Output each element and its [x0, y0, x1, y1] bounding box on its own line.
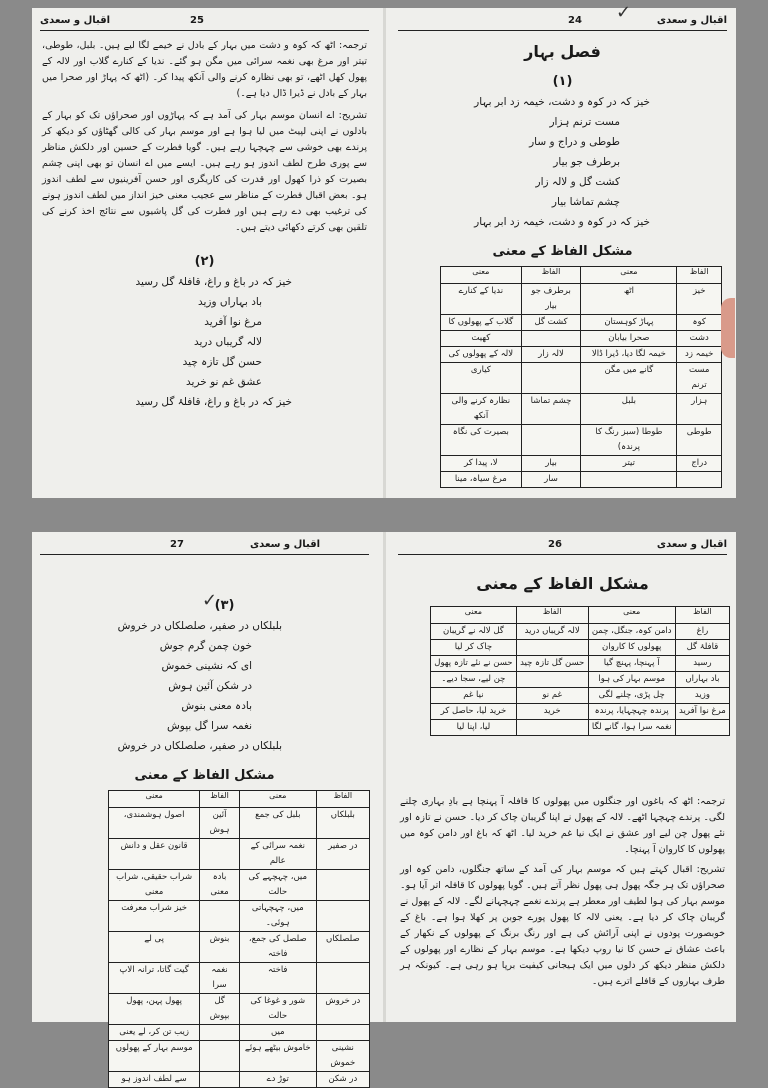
meaning-cell: پہاڑ کوہستان [581, 315, 677, 331]
page-header [398, 538, 727, 555]
column-header: معنی [581, 267, 677, 284]
meaning-cell: میں [239, 1025, 316, 1041]
meaning-cell: لالہ کے پھولوں کی [441, 347, 522, 363]
meaning-cell: قانون عقل و دانش [109, 839, 200, 870]
word-cell: مست ترنم [677, 363, 722, 394]
meaning-cell: آ پہنچا، پہنچ گیا [588, 656, 675, 672]
verse-line: عشق غم نو خرید [186, 376, 262, 388]
meaning-cell: بلبل [581, 394, 677, 425]
poem-stanza [450, 92, 650, 232]
meaning-cell: تیتر [581, 456, 677, 472]
word-cell [521, 363, 581, 394]
word-cell [675, 720, 729, 736]
meaning-cell: گل لالہ نے گریبان [431, 624, 517, 640]
glossary-header-row [441, 267, 722, 284]
meaning-cell: گیت گاتا، ترانہ الاپ [109, 963, 200, 994]
page-header [398, 14, 727, 31]
page-24 [390, 2, 735, 498]
word-cell: بادہ معنی [200, 870, 240, 901]
section-number: (۱) [552, 74, 573, 89]
table-row [431, 656, 730, 672]
meaning-cell: پرندہ چہچہایا، پرندہ [588, 704, 675, 720]
meaning-cell: سے لطف اندوز ہو [109, 1072, 200, 1088]
meaning-cell: صلصل کی جمع، فاختہ [239, 932, 316, 963]
meaning-cell: گلاب کے پھولوں کا [441, 315, 522, 331]
glossary-table [440, 266, 722, 488]
word-cell: رسید [675, 656, 729, 672]
meaning-cell: حسن نے نئے تازہ پھول [431, 656, 517, 672]
explanation-paragraph: تشریح: اقبال کہتے ہیں کہ موسم بہار کی آمد کے ساتھ جنگلوں، دامن کوہ اور صحراؤں تک ہر جگہ پھول ہی پھول نظر آتے ہیں۔ گویا پھولوں کا قافلہ اتر آیا ہو۔ موسم بہار کی ہوا لطیف اور معطر ہے پرندے نغمے چہچہانے لگے۔ لالہ کے پھول نے گریبان چاک کر دیا ہے۔ یعنی لالہ کا پھول پورے جوبن پر کھلا ہوا ہے۔ باغ کے خوبصورت پودوں نے اپنی آرائش کی ہے اور رنگ برنگ کے پھولوں کے نکھار کے باعث عشاق نے حسن کا نیا روپ دیکھا ہے۔ موسم بہار کے نظارے اور پھولوں کے دلکش منظر دیکھ کر دلوں میں ایک ہیجانی کیفیت برپا ہو رہی ہے۔ کیونکہ ہر طرف بہاروں کے قافلے اترے ہیں۔ [400, 864, 725, 987]
meaning-cell: ندیا کے کنارے [441, 284, 522, 315]
explanation-paragraph: تشریح: اے انسان موسم بہار کی آمد ہے کہ پہاڑوں اور صحراؤں تک کو بہار کے بادلوں نے اپنی لپیٹ میں لیا ہوا ہے اور موسم بہار کی کالی گھٹاؤں کو دیکھ کر پرندے بھی خوشی سے چہچہا رہے ہیں۔ گویا فطرت کے حسین اور دلکش مناظر سے پوری طرح لطف اندوز ہو رہے ہیں۔ ایسے میں اے انسان تو بھی اپنی چشم بصیرت کو ذرا کھول اور قدرت کی کاریگری اور حسن آفرینیوں سے لطف اندوز ہو۔ بعض اقبال فطرت کے مناظر سے عجیب معنی خیز انداز میں لطف اندوز ہونے کی ترغیب بھی دے رہے ہیں اور فطرت کی گل پاشیوں سے نتائج اخذ کرنے کی تلقین بھی کرتے دکھائی دیتے ہیں۔ [42, 110, 367, 233]
table-row [441, 472, 722, 488]
meaning-cell: خیمہ لگا دیا، ڈیرا ڈالا [581, 347, 677, 363]
page-header [40, 538, 369, 555]
word-cell [316, 901, 369, 932]
meaning-cell: گانے میں مگن [581, 363, 677, 394]
page-25 [32, 8, 377, 498]
pen-check-mark-icon: ✓ [616, 2, 632, 23]
verse-line: بلبلکاں در صفیر، صلصلکاں در خروش [117, 620, 282, 632]
word-cell [200, 839, 240, 870]
meaning-cell: خرید لیا، حاصل کر [431, 704, 517, 720]
word-cell [516, 640, 588, 656]
verse-line: نغمہ سرا گل بپوش [166, 720, 252, 732]
meaning-cell: موسم بہار کی ہوا [588, 672, 675, 688]
table-row [109, 1025, 370, 1041]
verse-line: مست ترنم ہزار [549, 116, 620, 128]
page-number: 27 [170, 539, 184, 550]
column-header: معنی [239, 791, 316, 808]
meaning-cell: لیا، اپنا لیا [431, 720, 517, 736]
word-cell: وزید [675, 688, 729, 704]
column-header: الفاظ [677, 267, 722, 284]
verse-line: حسن گل تازہ چید [182, 356, 262, 368]
word-cell: خرید [516, 704, 588, 720]
glossary-heading: مشکل الفاظ کے معنی [492, 244, 633, 259]
table-row [109, 1041, 370, 1072]
meaning-cell: دامن کوہ، جنگل، چمن [588, 624, 675, 640]
verse-line: خون چمن گرم جوش [159, 640, 252, 652]
word-cell: نشینی خموش [316, 1041, 369, 1072]
word-cell [316, 963, 369, 994]
word-cell: بلبلکاں [316, 808, 369, 839]
table-row [109, 808, 370, 839]
verse-line: بادہ معنی بنوش [181, 700, 252, 712]
meaning-cell: خاموش بیٹھے ہوئے [239, 1041, 316, 1072]
glossary-table [108, 790, 370, 1088]
page-header [40, 14, 369, 31]
word-cell: راغ [675, 624, 729, 640]
glossary-table [430, 606, 730, 736]
column-header: الفاظ [521, 267, 581, 284]
table-row [441, 394, 722, 425]
section-number: (۳) [214, 598, 235, 613]
meaning-cell: نغمہ سرائی کے عالم [239, 839, 316, 870]
meaning-cell: میں، چہچہاتی ہوئی۔ [239, 901, 316, 932]
poem-stanza [102, 616, 282, 756]
meaning-cell: شراب حقیقی، شراب معنی [109, 870, 200, 901]
meaning-cell: فاختہ [239, 963, 316, 994]
meaning-cell: پی لے [109, 932, 200, 963]
word-cell: مرغ نوا آفرید [675, 704, 729, 720]
verse-line: خیز کہ در باغ و راغ، قافلۂ گل رسید [135, 276, 292, 288]
word-cell [521, 331, 581, 347]
page-26 [390, 532, 735, 1022]
word-cell: بنوش [200, 932, 240, 963]
word-cell: لالہ گریباں درید [516, 624, 588, 640]
verse-line: طوطی و دراج و سار [529, 136, 620, 148]
meaning-cell: پھولوں کا کاروان [588, 640, 675, 656]
top-spread [32, 2, 736, 498]
meaning-cell: زیب تن کر، لے یعنی [109, 1025, 200, 1041]
word-cell: صلصلکاں [316, 932, 369, 963]
word-cell: لالہ زار [521, 347, 581, 363]
word-cell: ہزار [677, 394, 722, 425]
running-title: اقبال و سعدی [656, 539, 727, 550]
table-row [441, 363, 722, 394]
meaning-cell: چل پڑی، چلنے لگی [588, 688, 675, 704]
meaning-cell: خیز شراب معرفت [109, 901, 200, 932]
meaning-cell: اٹھ [581, 284, 677, 315]
word-cell [516, 720, 588, 736]
meaning-cell: کیاری [441, 363, 522, 394]
table-row [109, 994, 370, 1025]
column-header: معنی [441, 267, 522, 284]
page-27 [32, 532, 377, 1084]
meaning-cell: صحرا بیابان [581, 331, 677, 347]
pen-check-mark-icon: ✓ [202, 590, 218, 611]
table-row [441, 315, 722, 331]
running-title: اقبال و سعدی [40, 15, 111, 26]
glossary-header-row [431, 607, 730, 624]
meaning-cell: نغمہ سرا ہوا، گانے لگا [588, 720, 675, 736]
verse-line: خیز کہ در کوہ و دشت، خیمہ زد ابر بہار [474, 96, 650, 108]
chapter-title: فصل بہار [524, 42, 601, 61]
word-cell: غم نو [516, 688, 588, 704]
meaning-cell: توڑ دے [239, 1072, 316, 1088]
word-cell: حسن گل تازہ چید [516, 656, 588, 672]
meaning-cell: میں، چہچہے کی حالت [239, 870, 316, 901]
word-cell: کوہ [677, 315, 722, 331]
word-cell: آئین ہوش [200, 808, 240, 839]
table-row [431, 640, 730, 656]
word-cell: خیمہ زد [677, 347, 722, 363]
verse-line: لالہ گریباں درید [194, 336, 262, 348]
poem-stanza [122, 272, 292, 412]
word-cell: در صفیر [316, 839, 369, 870]
glossary-header-row [109, 791, 370, 808]
word-cell: گل بپوش [200, 994, 240, 1025]
meaning-cell: لا، پیدا کر [441, 456, 522, 472]
word-cell [200, 1072, 240, 1088]
meaning-cell: مرغ سیاہ، مینا [441, 472, 522, 488]
word-cell: نغمہ سرا [200, 963, 240, 994]
word-cell [316, 1025, 369, 1041]
column-header: الفاظ [316, 791, 369, 808]
word-cell [521, 425, 581, 456]
word-cell: برطرف جو بیار [521, 284, 581, 315]
translation-paragraph: ترجمہ: اٹھ کہ کوہ و دشت میں بہار کے بادل نے خیمے لگا لیے ہیں۔ بلبل، طوطی، تیتر اور مرغ بھی نغمہ سرائی میں مگن ہو گئے۔ ندیا کے کنارے گلاب اور لالہ کے پھول کھل اٹھے، تو بھی نظارہ کرنے والی آنکھ پیدا کر۔ (اٹھ کہ پہاڑ اور صحرا میں بہار کے بادل نے ڈیرا ڈال دیا ہے۔) [42, 40, 367, 99]
meaning-cell: نظارہ کرنے والی آنکھ [441, 394, 522, 425]
verse-line: بلبلکاں در صفیر، صلصلکاں در خروش [117, 740, 282, 752]
word-cell: خیز [677, 284, 722, 315]
table-row [109, 870, 370, 901]
column-header: الفاظ [516, 607, 588, 624]
meaning-cell: موسم بہار کے پھولوں [109, 1041, 200, 1072]
meaning-cell: بلبل کی جمع [239, 808, 316, 839]
meaning-cell: اصول ہوشمندی، [109, 808, 200, 839]
verse-line: کشت گل و لالہ زار [535, 176, 620, 188]
page-number: 25 [190, 15, 204, 26]
verse-line: چشم تماشا بیار [551, 196, 620, 208]
word-cell: در شکن [316, 1072, 369, 1088]
table-row [431, 720, 730, 736]
table-row [441, 456, 722, 472]
section-number: (۲) [194, 254, 215, 269]
table-row [109, 963, 370, 994]
column-header: الفاظ [200, 791, 240, 808]
table-row [109, 901, 370, 932]
word-cell [316, 870, 369, 901]
word-cell: بیار [521, 456, 581, 472]
verse-line: خیز کہ در باغ و راغ، قافلۂ گل رسید [135, 396, 292, 408]
table-row [441, 347, 722, 363]
column-header: معنی [431, 607, 517, 624]
meaning-cell: طوطا (سبز رنگ کا پرندہ) [581, 425, 677, 456]
word-cell: دراج [677, 456, 722, 472]
table-row [441, 425, 722, 456]
verse-line: ای کہ نشینی خموش [161, 660, 252, 672]
verse-line: برطرف جو بیار [553, 156, 620, 168]
word-cell: کشت گل [521, 315, 581, 331]
glossary-heading: مشکل الفاظ کے معنی [476, 574, 649, 593]
page-number: 26 [548, 539, 562, 550]
table-row [431, 672, 730, 688]
verse-line: باد بہاراں وزید [197, 296, 262, 308]
word-cell: طوطی [677, 425, 722, 456]
word-cell [200, 1025, 240, 1041]
running-title: اقبال و سعدی [250, 539, 321, 550]
book-gutter [383, 532, 386, 1022]
book-gutter [383, 8, 386, 498]
meaning-cell: کھیت [441, 331, 522, 347]
word-cell: در خروش [316, 994, 369, 1025]
table-row [431, 624, 730, 640]
word-cell [677, 472, 722, 488]
word-cell: چشم تماشا [521, 394, 581, 425]
meaning-cell [581, 472, 677, 488]
word-cell [200, 901, 240, 932]
word-cell: دشت [677, 331, 722, 347]
running-title: اقبال و سعدی [656, 15, 727, 26]
glossary-heading: مشکل الفاظ کے معنی [134, 768, 275, 783]
meaning-cell: پھول پہن، پھول [109, 994, 200, 1025]
verse-line: در شکن آئین ہوش [168, 680, 252, 692]
column-header: معنی [109, 791, 200, 808]
column-header: معنی [588, 607, 675, 624]
table-row [109, 932, 370, 963]
table-row [431, 704, 730, 720]
translation-paragraph: ترجمہ: اٹھ کہ باغوں اور جنگلوں میں پھولوں کا قافلہ آ پہنچا ہے بادِ بہاری چلنے لگی۔ پرندے چہچہا اٹھے۔ لالہ کے پھول نے اپنا گریبان چاک کر دیا۔ حسن نے تازہ اور نئے پھول چن لیے اور عشق نے ایک نیا غم خرید لیا۔ اٹھ کہ باغ اور دامن کوہ میں پھولوں کا کاروان آ پہنچا۔ [400, 796, 725, 855]
bottom-spread [32, 532, 736, 1084]
table-row [109, 839, 370, 870]
word-cell: قافلۂ گل [675, 640, 729, 656]
word-cell [516, 672, 588, 688]
meaning-cell: نیا غم [431, 688, 517, 704]
table-row [431, 688, 730, 704]
meaning-cell: چاک کر لیا [431, 640, 517, 656]
word-cell: باد بہاراں [675, 672, 729, 688]
table-row [441, 331, 722, 347]
table-row [109, 1072, 370, 1088]
meaning-cell: شور و غوغا کی حالت [239, 994, 316, 1025]
page-number: 24 [568, 15, 582, 26]
column-header: الفاظ [675, 607, 729, 624]
verse-line: مرغ نوا آفرید [204, 316, 262, 328]
word-cell: سار [521, 472, 581, 488]
meaning-cell: چن لیے، سجا دیے۔ [431, 672, 517, 688]
table-row [441, 284, 722, 315]
finger-edge [721, 298, 735, 358]
verse-line: خیز کہ در کوہ و دشت، خیمہ زد ابر بہار [474, 216, 650, 228]
meaning-cell: بصیرت کی نگاہ [441, 425, 522, 456]
word-cell [200, 1041, 240, 1072]
